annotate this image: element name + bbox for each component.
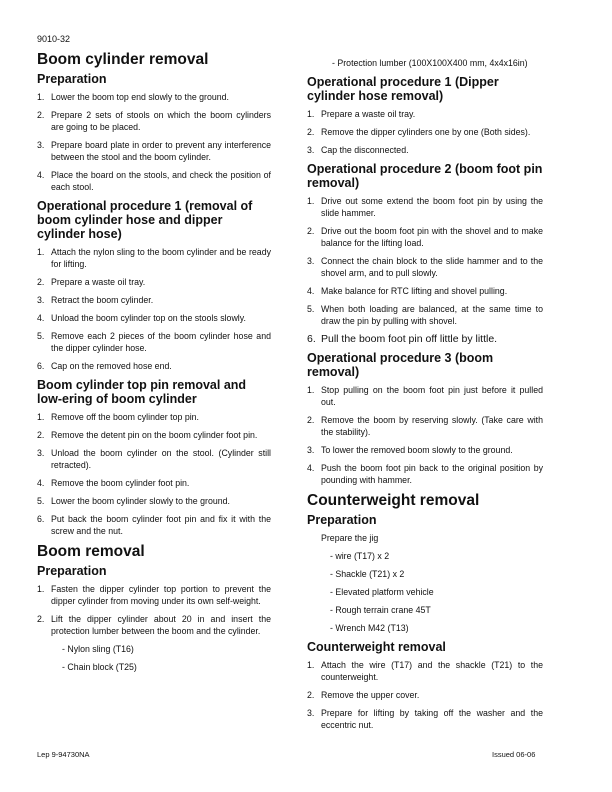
item-number: 2. (307, 415, 315, 425)
list-item (37, 169, 271, 193)
subsection-title: Preparation (37, 72, 107, 86)
list-item (307, 462, 543, 486)
tool-item: - Rough terrain crane 45T (330, 605, 431, 615)
list-item (37, 330, 271, 354)
item-number: 4. (37, 313, 45, 323)
item-number: 1. (37, 584, 45, 594)
item-text: Pull the boom foot pin off little by little. (321, 333, 498, 345)
list-item (37, 583, 271, 607)
subsection-title: Operational procedure 3 (boom removal) (307, 351, 494, 379)
list-item (307, 659, 543, 683)
paragraph: Prepare the jig (321, 533, 379, 543)
issue-date: Issued 06-06 (492, 750, 536, 759)
item-text: Lift the dipper cylinder about 20 in and insert the protection lumber between the boom and the cylinder. (51, 614, 271, 636)
item-number: 2. (37, 277, 45, 287)
item-text: Remove each 2 pieces of the boom cylinder hose and the dipper cylinder hose. (51, 331, 271, 353)
list-item (307, 126, 543, 138)
item-text: Unload the boom cylinder on the stool. (Cylinder still retracted). (51, 448, 271, 470)
item-number: 2. (37, 614, 45, 624)
item-number: 3. (307, 708, 315, 718)
item-number: 5. (307, 304, 315, 314)
item-text: Prepare board plate in order to prevent any interference between the stool and the boom cylinder. (51, 140, 271, 162)
list-item (307, 414, 543, 438)
list-item (37, 139, 271, 163)
item-text: Prepare 2 sets of stools on which the boom cylinders are going to be placed. (51, 110, 271, 132)
item-number: 5. (37, 331, 45, 341)
tool-item: - Elevated platform vehicle (330, 587, 434, 597)
item-number: 1. (307, 660, 315, 670)
item-text: Place the board on the stools, and check the position of each stool. (51, 170, 271, 192)
item-number: 3. (307, 256, 315, 266)
item-text: Remove the upper cover. (321, 690, 420, 700)
tool-item: - Shackle (T21) x 2 (330, 569, 405, 579)
item-text: Lower the boom top end slowly to the ground. (51, 92, 230, 102)
item-number: 1. (37, 92, 45, 102)
item-text: Remove the boom by reserving slowly. (Take care with the stability). (321, 415, 543, 437)
subsection-title: Counterweight removal (307, 640, 446, 654)
subsection-title: Operational procedure 1 (Dipper cylinder hose removal) (307, 75, 499, 103)
item-number: 2. (307, 690, 315, 700)
tool-item: - Wrench M42 (T13) (330, 623, 409, 633)
list-item (37, 613, 271, 637)
item-number: 3. (37, 295, 45, 305)
subsection-title: Preparation (307, 513, 377, 527)
right-column (307, 57, 543, 737)
document-code: Lep 9-94730NA (37, 750, 90, 759)
item-text: Prepare a waste oil tray. (321, 109, 416, 119)
list-item (307, 195, 543, 219)
list-item (37, 513, 271, 537)
item-number: 3. (307, 145, 315, 155)
item-number: 4. (307, 286, 315, 296)
item-text: Lower the boom cylinder slowly to the ground. (51, 496, 230, 506)
list-item (307, 444, 543, 456)
item-number: 2. (37, 110, 45, 120)
item-number: 3. (37, 448, 45, 458)
section-title: Counterweight removal (307, 492, 480, 509)
item-text: Attach the wire (T17) and the shackle (T21) to the counterweight. (321, 660, 543, 682)
list-item (307, 285, 543, 297)
item-text: Push the boom foot pin back to the original position by pounding with hammer. (321, 463, 543, 485)
list-item (37, 312, 271, 324)
list-item (37, 447, 271, 471)
list-item (37, 246, 271, 270)
item-text: Make balance for RTC lifting and shovel pulling. (321, 286, 508, 296)
item-number: 1. (37, 412, 45, 422)
list-item (307, 108, 543, 120)
item-number: 6. (307, 333, 316, 345)
list-item (37, 360, 271, 372)
item-text: Prepare a waste oil tray. (51, 277, 146, 287)
item-text: Attach the nylon sling to the boom cylinder and be ready for lifting. (51, 247, 271, 269)
list-item (37, 429, 271, 441)
item-number: 1. (307, 385, 315, 395)
item-text: Prepare for lifting by taking off the washer and the eccentric nut. (321, 708, 543, 730)
section-title: Boom removal (37, 543, 145, 560)
item-text: Connect the chain block to the slide hammer and to the shovel arm, and to pull slowly. (321, 256, 543, 278)
item-text: Stop pulling on the boom foot pin just before it pulled out. (321, 385, 543, 407)
list-item (307, 303, 543, 327)
item-number: 1. (307, 109, 315, 119)
list-item (307, 144, 543, 156)
list-item (307, 384, 543, 408)
item-text: Drive out some extend the boom foot pin by using the slide hammer. (321, 196, 543, 218)
subsection-title: Preparation (37, 564, 107, 578)
list-item (37, 495, 271, 507)
list-item (37, 91, 271, 103)
item-text: When both loading are balanced, at the same time to draw the pin by pulling with shovel. (321, 304, 543, 326)
tool-item: - Nylon sling (T16) (62, 644, 134, 654)
item-text: Remove off the boom cylinder top pin. (51, 412, 200, 422)
left-column (37, 49, 271, 679)
item-number: 1. (37, 247, 45, 257)
item-number: 4. (37, 478, 45, 488)
list-item (37, 411, 271, 423)
item-number: 2. (37, 430, 45, 440)
list-item (37, 294, 271, 306)
item-text: Retract the boom cylinder. (51, 295, 154, 305)
item-number: 5. (37, 496, 45, 506)
item-number: 4. (37, 170, 45, 180)
tool-item: - Protection lumber (100X100X400 mm, 4x4x16in) (332, 58, 528, 68)
page-number: 9010-32 (37, 34, 71, 44)
subsection-title: Operational procedure 2 (boom foot pin removal) (307, 162, 543, 190)
list-item (307, 333, 543, 345)
tool-item: - Chain block (T25) (62, 662, 137, 672)
item-text: Fasten the dipper cylinder top portion to prevent the dipper cylinder from moving under its own self-weight. (51, 584, 271, 606)
item-text: To lower the removed boom slowly to the ground. (321, 445, 513, 455)
list-item (307, 707, 543, 731)
item-text: Remove the detent pin on the boom cylinder foot pin. (51, 430, 258, 440)
list-item (37, 477, 271, 489)
item-number: 3. (37, 140, 45, 150)
section-title: Boom cylinder removal (37, 51, 209, 68)
subsection-title: Boom cylinder top pin removal and low-ering of boom cylinder (37, 378, 247, 406)
list-item (37, 276, 271, 288)
subsection-title: Operational procedure 1 (removal of boom cylinder hose and dipper cylinder hose) (37, 199, 253, 241)
list-item (307, 225, 543, 249)
item-text: Remove the dipper cylinders one by one (Both sides). (321, 127, 531, 137)
item-text: Unload the boom cylinder top on the stools slowly. (51, 313, 246, 323)
item-number: 6. (37, 361, 45, 371)
list-item (307, 689, 543, 701)
list-item (307, 255, 543, 279)
item-number: 4. (307, 463, 315, 473)
item-number: 2. (307, 226, 315, 236)
item-number: 2. (307, 127, 315, 137)
item-text: Cap on the removed hose end. (51, 361, 172, 371)
item-number: 3. (307, 445, 315, 455)
item-text: Remove the boom cylinder foot pin. (51, 478, 190, 488)
item-text: Cap the disconnected. (321, 145, 409, 155)
tool-item: - wire (T17) x 2 (330, 551, 390, 561)
item-text: Drive out the boom foot pin with the shovel and to make balance for the lifting load. (321, 226, 543, 248)
item-number: 1. (307, 196, 315, 206)
item-number: 6. (37, 514, 45, 524)
item-text: Put back the boom cylinder foot pin and fix it with the screw and the nut. (51, 514, 271, 536)
list-item (37, 109, 271, 133)
